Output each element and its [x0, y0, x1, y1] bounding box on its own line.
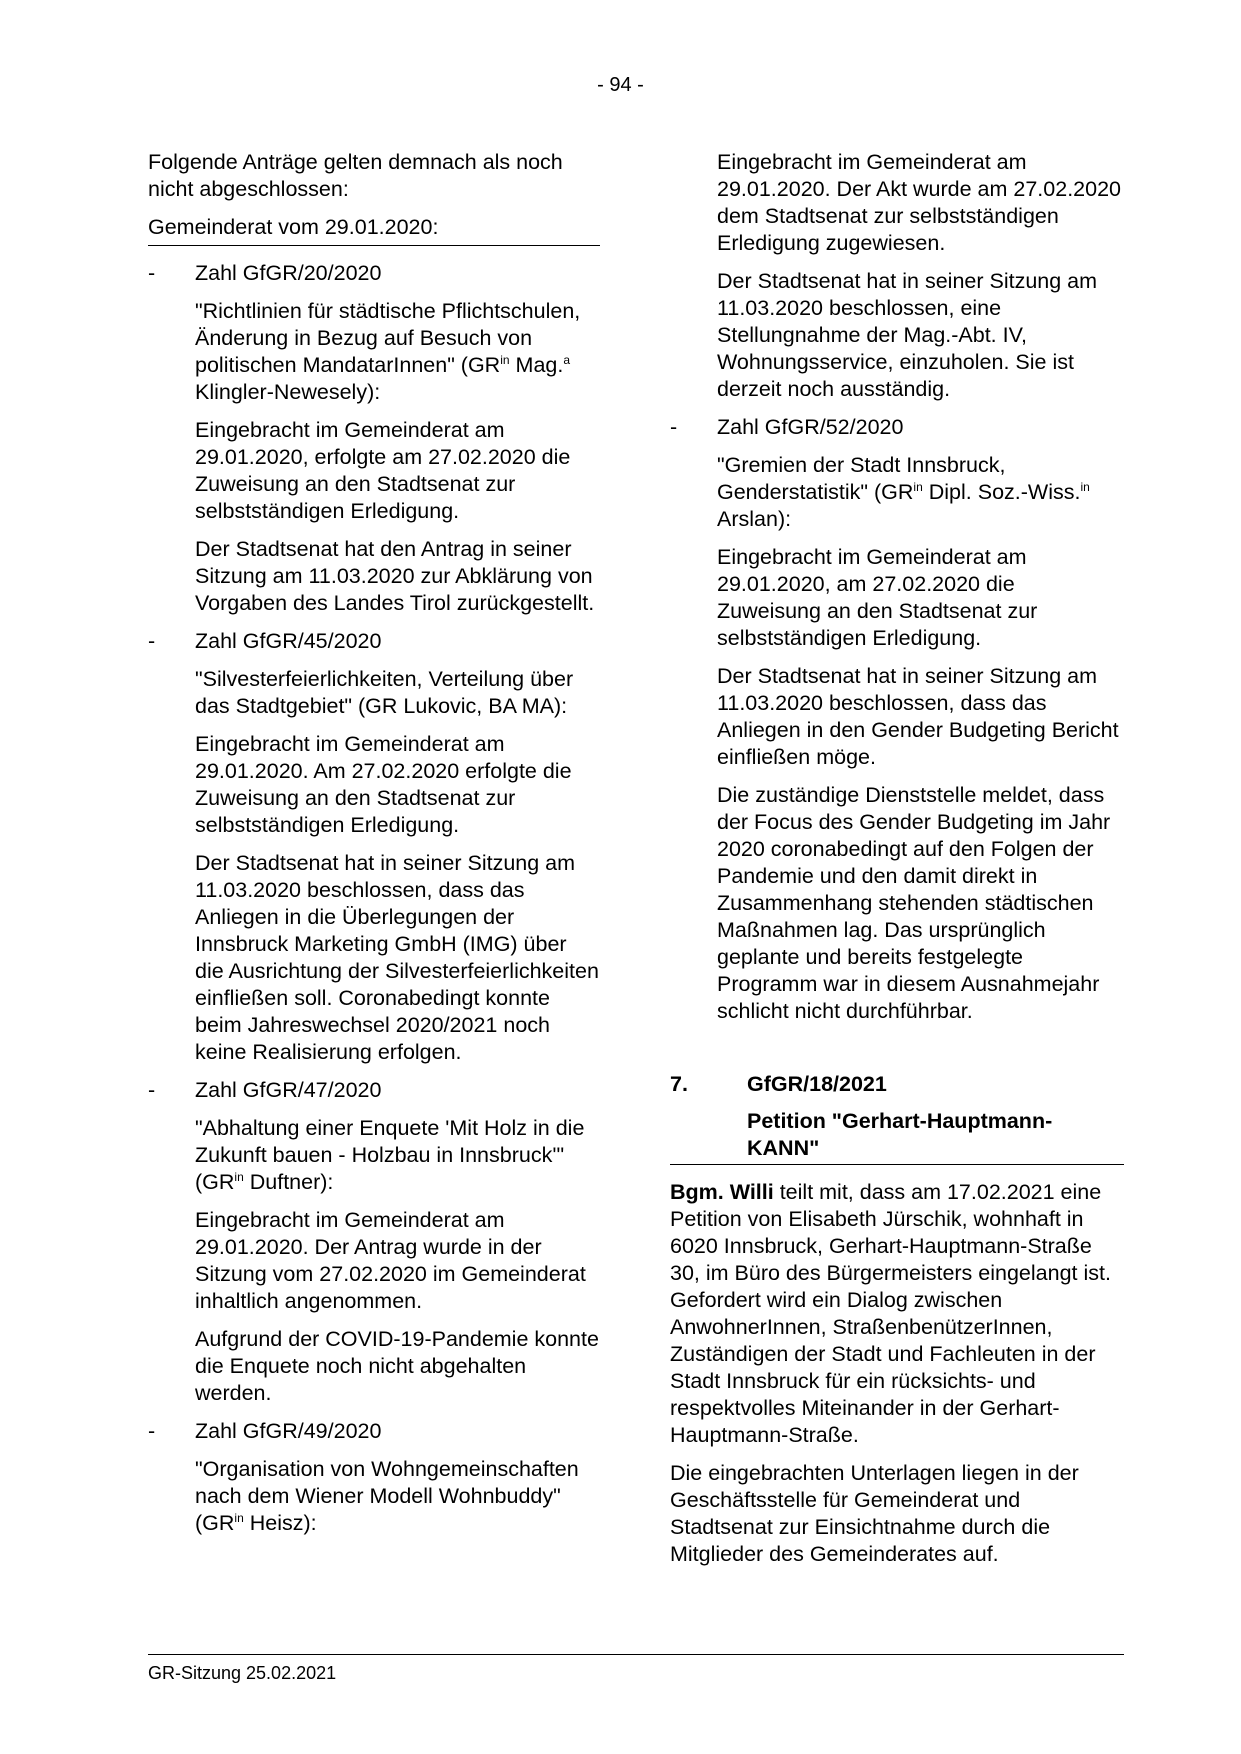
item-number: Zahl GfGR/49/2020 [195, 1419, 382, 1443]
item-title: "Gremien der Stadt Innsbruck, Genderstatistik" ($GR^{in}$ Dipl. Soz.-Wiss.$^{in}$ Arslan): [717, 453, 1090, 531]
speaker-name: Bgm. Willi [670, 1180, 774, 1204]
section-code: GfGR/18/2021 [747, 1072, 887, 1096]
item-paragraph: Der Stadtsenat hat in seiner Sitzung am 11.03.2020 beschlossen, dass das Anliegen in den Gender Budgeting Bericht einfließen möge. [717, 664, 1119, 769]
item-paragraph: Eingebracht im Gemeinderat am 29.01.2020. Der Akt wurde am 27.02.2020 dem Stadtsenat zur selbstständigen Erledigung zugewiesen. [717, 150, 1121, 255]
item-title: "Organisation von Wohngemeinschaften nach dem Wiener Modell Wohnbuddy" ($GR^{in}$ Heisz): [195, 1457, 579, 1535]
section-heading-gemeinderat: Gemeinderat vom 29.01.2020: [148, 214, 600, 246]
list-item-gfgr-45-2020 [148, 628, 600, 1066]
item-title: "Abhaltung einer Enquete 'Mit Holz in die Zukunft bauen - Holzbau in Innsbruck'" ($GR^{in}$ Duftner): [195, 1116, 585, 1194]
footer-divider [148, 1654, 1124, 1655]
left-column [148, 149, 600, 1548]
item-number: Zahl GfGR/20/2020 [195, 261, 382, 285]
footer-text: GR-Sitzung 25.02.2021 [148, 1663, 337, 1683]
right-column [670, 149, 1124, 1579]
item-number: Zahl GfGR/45/2020 [195, 629, 382, 653]
item-title: "Richtlinien für städtische Pflichtschulen, Änderung in Bezug auf Besuch von politischen MandatarInnen" ($GR^{in}$ Mag.$^a$ Klingler-Newesely): [195, 299, 581, 404]
item-paragraph: Der Stadtsenat hat in seiner Sitzung am 11.03.2020 beschlossen, dass das Anliegen in die Überlegungen der Innsbruck Marketing GmbH (IMG) über die Ausrichtung der Silvesterfeierlichkeiten einfließen soll. Coronabedingt konnte beim Jahreswechsel 2020/2021 noch keine Realisierung erfolgen. [195, 851, 599, 1064]
item-paragraph: Die zuständige Dienststelle meldet, dass der Focus des Gender Budgeting im Jahr 2020 coronabedingt auf den Folgen der Pandemie und den damit direkt in Zusammenhang stehenden städtischen Maßnahmen lag. Das ursprünglich geplante und bereits festgelegte Programm war in diesem Ausnahmejahr schlicht nicht durchführbar. [717, 783, 1111, 1023]
section-paragraph: Die eingebrachten Unterlagen liegen in der Geschäftsstelle für Gemeinderat und Stadtsenat zur Einsichtnahme durch die Mitglieder des Gemeinderates auf. [670, 1461, 1079, 1566]
section-7-heading [670, 1071, 1124, 1098]
list-dash: - [148, 1419, 156, 1443]
list-item-gfgr-49-2020 [148, 1418, 600, 1537]
section-title: Petition "Gerhart-Hauptmann-KANN" [670, 1108, 1124, 1165]
item-number: Zahl GfGR/52/2020 [717, 415, 904, 439]
list-item-gfgr-20-2020 [148, 260, 600, 617]
item-paragraph: Der Stadtsenat hat den Antrag in seiner Sitzung am 11.03.2020 zur Abklärung von Vorgaben des Landes Tirol zurückgestellt. [195, 537, 595, 615]
item-paragraph: Eingebracht im Gemeinderat am 29.01.2020, am 27.02.2020 die Zuweisung an den Stadtsenat zur selbstständigen Erledigung. [717, 545, 1038, 650]
item-paragraph: Eingebracht im Gemeinderat am 29.01.2020. Der Antrag wurde in der Sitzung vom 27.02.2020 im Gemeinderat inhaltlich angenommen. [195, 1208, 586, 1313]
item-paragraph: Eingebracht im Gemeinderat am 29.01.2020, erfolgte am 27.02.2020 die Zuweisung an den Stadtsenat zur selbstständigen Erledigung. [195, 418, 571, 523]
item-number: Zahl GfGR/47/2020 [195, 1078, 382, 1102]
section-paragraph: Bgm. Willi teilt mit, dass am 17.02.2021 eine Petition von Elisabeth Jürschik, wohnhaft in 6020 Innsbruck, Gerhart-Hauptmann-Straße 30, im Büro des Bürgermeisters eingelangt ist. Gefordert wird ein Dialog zwischen AnwohnerInnen, StraßenbenützerInnen, Zuständigen der Stadt und Fachleuten in der Stadt Innsbruck für ein rücksichts- und respektvolles Miteinander in der Gerhart-Hauptmann-Straße. [670, 1180, 1111, 1447]
page-number: - 94 - [597, 74, 644, 96]
item-title: "Silvesterfeierlichkeiten, Verteilung über das Stadtgebiet" (GR Lukovic, BA MA): [195, 667, 574, 718]
section-number: 7. [670, 1072, 688, 1096]
item-paragraph: Eingebracht im Gemeinderat am 29.01.2020. Am 27.02.2020 erfolgte die Zuweisung an den Stadtsenat zur selbstständigen Erledigung. [195, 732, 572, 837]
list-item-gfgr-47-2020 [148, 1077, 600, 1407]
list-item-gfgr-52-2020 [670, 414, 1124, 1025]
list-dash: - [148, 1078, 156, 1102]
item-paragraph: Der Stadtsenat hat in seiner Sitzung am 11.03.2020 beschlossen, eine Stellungnahme der Mag.-Abt. IV, Wohnungsservice, einzuholen. Sie ist derzeit noch ausständig. [717, 269, 1098, 401]
continued-item-49 [717, 149, 1124, 403]
intro-text: Folgende Anträge gelten demnach als noch nicht abgeschlossen: [148, 150, 563, 201]
list-dash: - [670, 415, 678, 439]
list-dash: - [148, 629, 156, 653]
item-paragraph: Aufgrund der COVID-19-Pandemie konnte die Enquete noch nicht abgehalten werden. [195, 1327, 599, 1405]
list-dash: - [148, 261, 156, 285]
